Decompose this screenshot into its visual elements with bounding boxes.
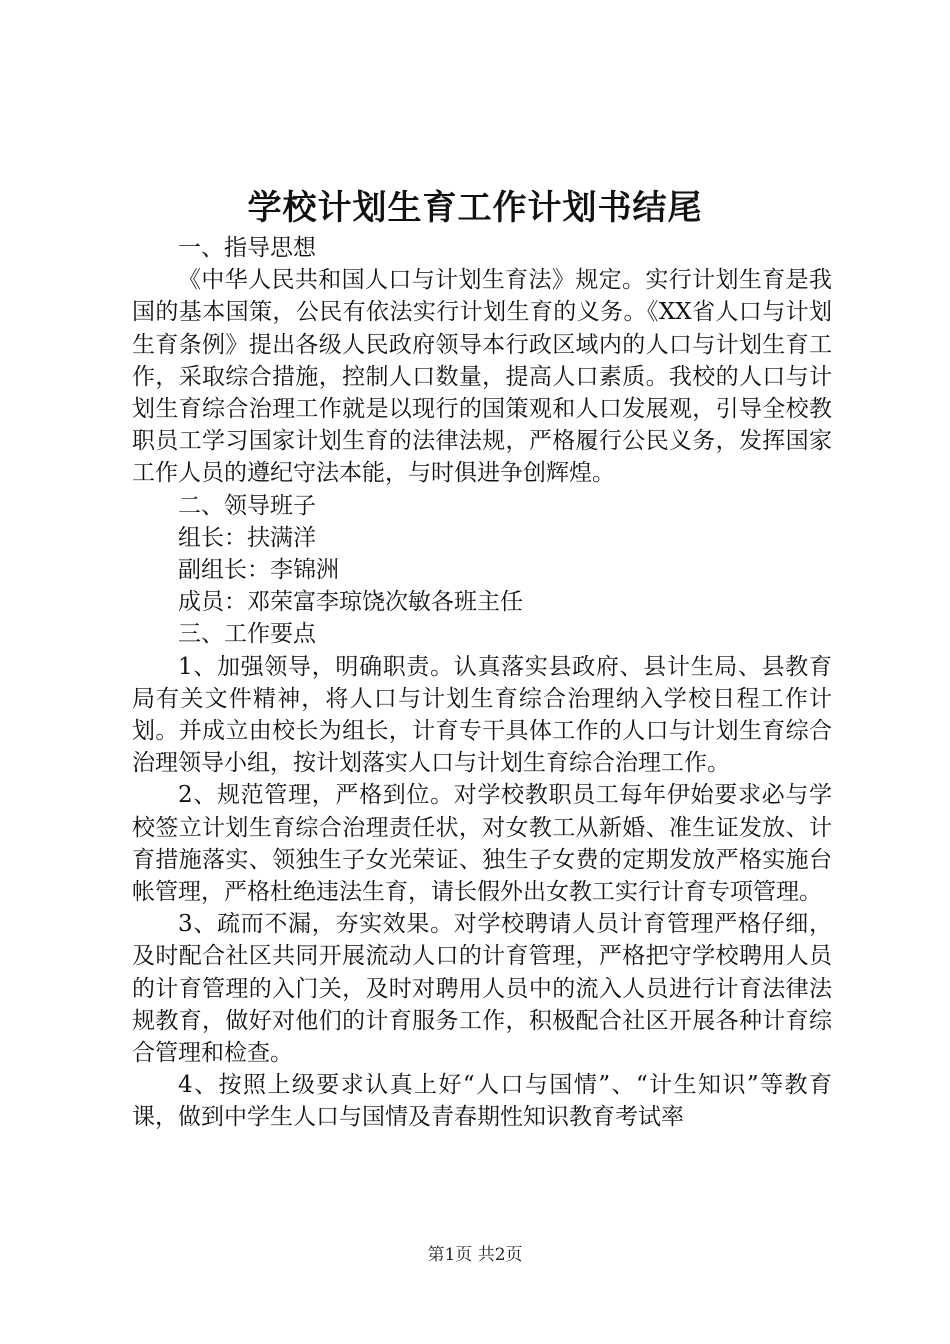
work-point-1: 1、加强领导，明确职责。认真落实县政府、县计生局、县教育局有关文件精神，将人口与计划生育综合治理纳入学校日程工作计划。并成立由校长为组长，计育专干具体工作的人口与计划生育综合治理领导小组，按计划落实人口与计划生育综合治理工作。 xyxy=(132,653,832,777)
document-body xyxy=(132,232,832,1134)
work-point-4: 4、按照上级要求认真上好“人口与国情”、“计生知识”等教育课，做到中学生人口与国情及青春期性知识教育考试率 xyxy=(132,1072,832,1131)
section-heading-work-points: 三、工作要点 xyxy=(178,621,316,648)
deputy-leader-line: 副组长：李锦洲 xyxy=(178,557,339,584)
members-line: 成员：邓荣富李琼饶次敏各班主任 xyxy=(178,589,523,616)
page-footer: 第1页 共2页 xyxy=(427,1245,523,1265)
section-heading-guiding-ideology: 一、指导思想 xyxy=(178,235,316,261)
leader-line: 组长：扶满洋 xyxy=(178,524,316,551)
work-point-2: 2、规范管理，严格到位。对学校教职员工每年伊始要求必与学校签立计划生育综合治理责任状，对女教工从新婚、准生证发放、计育措施落实、领独生子女光荣证、独生子女费的定期发放严格实施台帐管理，严格杜绝违法生育，请长假外出女教工实行计育专项管理。 xyxy=(132,782,832,906)
document-title: 学校计划生育工作计划书结尾 xyxy=(247,188,703,228)
paragraph-guiding-ideology: 《中华人民共和国人口与计划生育法》规定。实行计划生育是我国的基本国策，公民有依法实行计划生育的义务。《XX省人口与计划生育条例》提出各级人民政府领导本行政区域内的人口与计划生育工作，采取综合措施，控制人口数量，提高人口素质。我校的人口与计划生育综合治理工作就是以现行的国策观和人口发展观，引导全校教职员工学习国家计划生育的法律法规，严格履行公民义务，发挥国家工作人员的遵纪守法本能，与时俱进争创辉煌。 xyxy=(132,267,832,487)
work-point-3: 3、疏而不漏，夯实效果。对学校聘请人员计育管理严格仔细，及时配合社区共同开展流动人口的计育管理，严格把守学校聘用人员的计育管理的入门关，及时对聘用人员中的流入人员进行计育法律法规教育，做好对他们的计育服务工作，积极配合社区开展各种计育综合管理和检查。 xyxy=(132,911,832,1067)
section-heading-leadership: 二、领导班子 xyxy=(178,492,316,519)
